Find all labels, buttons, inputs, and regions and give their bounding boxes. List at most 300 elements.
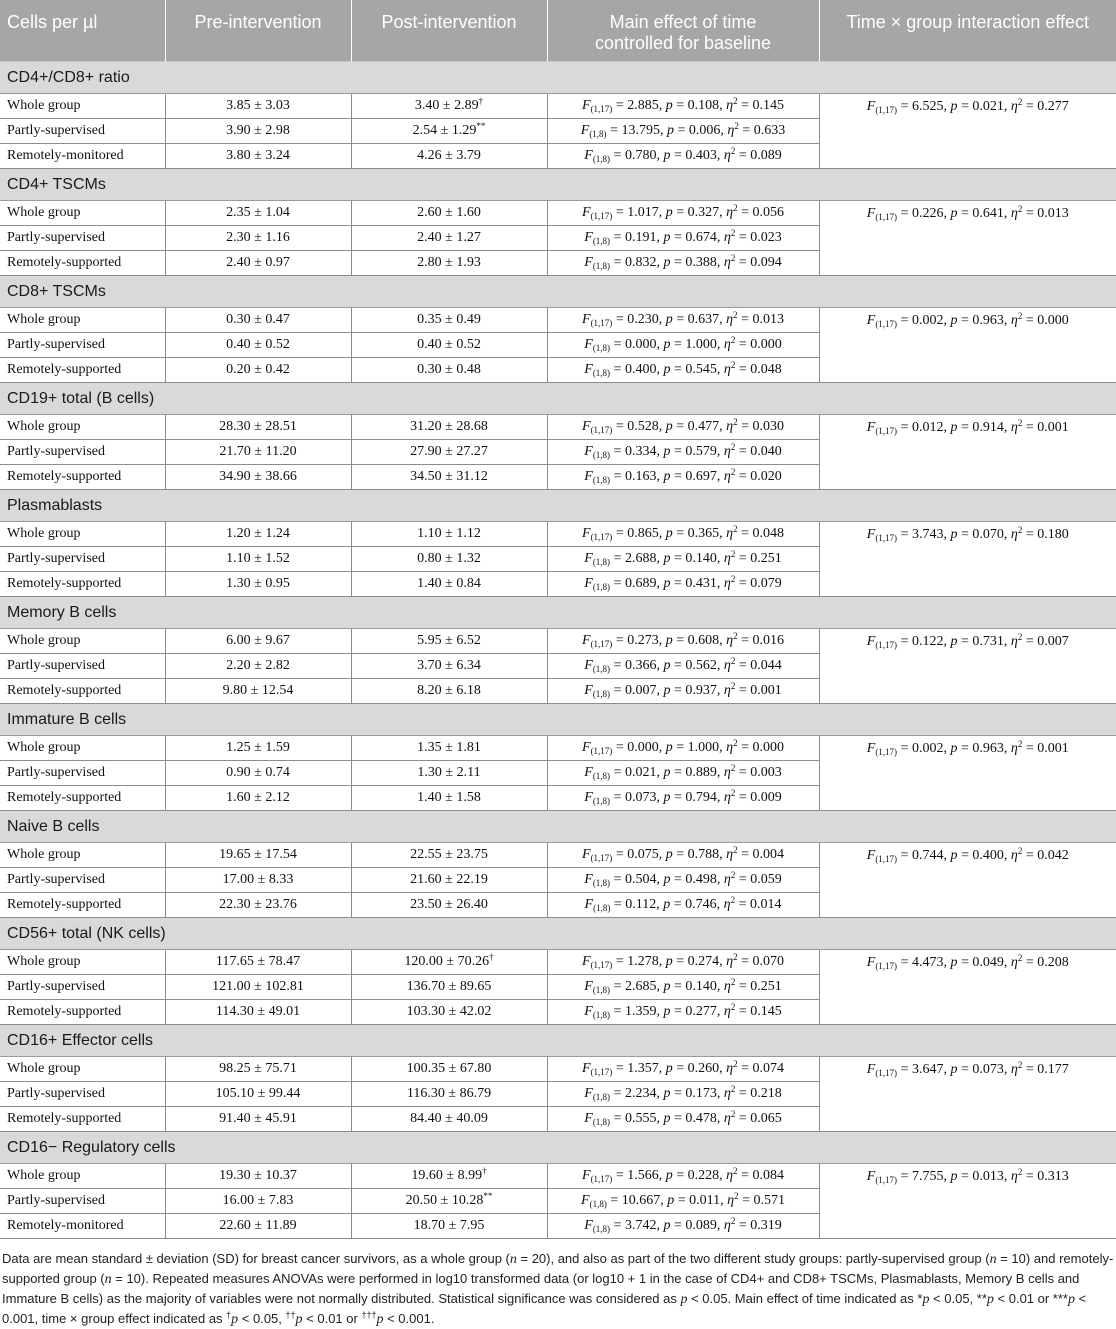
stat-f: F [584,337,593,352]
stat-p-value: 0.073 [972,1062,1004,1077]
stat-f: F [866,313,876,328]
stat-eta-sq: 2 [730,870,736,880]
stat-df: (1,17) [590,318,613,328]
stat-eta: η [1010,1169,1018,1184]
main-effect-cell: $F_{(1,17)} = 1.357$, p = 0.260, $\eta^2 = 0.074$ [547,1057,819,1082]
post-value-cell [351,251,547,276]
stat-p: p [665,954,673,969]
stat-p-value: 0.579 [685,444,717,459]
stat-df: (1,17) [590,532,613,542]
stat-p: p [663,469,671,484]
stat-df: (1,17) [590,104,613,114]
main-effect-cell: $F_{(1,17)} = 1.566$, p = 0.228, $\eta^2 = 0.084$ [547,1164,819,1189]
stat-f-value: 1.357 [627,1061,659,1076]
stat-df: (1,17) [875,319,898,329]
stat-df: (1,8) [592,878,611,888]
pre-value: 6.00 ± 9.67 [165,629,351,654]
stat-p: p [666,123,674,138]
stat-eta-value: 0.074 [752,1061,784,1076]
stat-f: F [584,1086,593,1101]
stat-eta: η [723,1086,731,1101]
section-title: CD4+ TSCMs [0,169,1116,201]
stat-df: (1,17) [590,746,613,756]
stat-eta-value: 0.003 [750,765,782,780]
main-effect-cell: $F_{(1,8)} = 0.191$, p = 0.674, $\eta^2 = 0.023$ [547,226,819,251]
stat-df: (1,8) [592,475,611,485]
group-label: Remotely-supported [0,465,165,490]
section-row [0,62,1116,94]
stat-f-value: 4.473 [911,955,944,970]
stat-eta: η [723,469,731,484]
post-value-cell [351,654,547,679]
stat-eta-value: 0.000 [752,740,784,755]
header-main-effect: Main effect of time controlled for baseline [547,0,819,62]
post-value: 23.50 ± 26.40 [410,897,488,912]
stat-p: p [950,741,958,756]
stat-f: F [582,205,591,220]
stat-eta: η [723,230,731,245]
interaction-effect-cell: $F_{(1,17)} = 7.755$, p = 0.013, $\eta^2 = 0.313$ [819,1164,1116,1239]
table-row [0,1057,1116,1082]
pre-value: 2.35 ± 1.04 [165,201,351,226]
stat-f-value: 0.334 [624,444,657,459]
stat-p-value: 0.674 [685,230,717,245]
stat-f: F [866,741,876,756]
stat-df: (1,8) [592,689,611,699]
stat-p: p [663,897,671,912]
stat-p-value: 0.545 [685,362,717,377]
pre-value: 0.90 ± 0.74 [165,761,351,786]
stat-f: F [584,1218,593,1233]
table-row [0,736,1116,761]
stat-p: p [663,1111,671,1126]
stat-f: F [582,526,591,541]
stat-eta: η [726,419,734,434]
stat-eta: η [726,633,734,648]
stat-df: (1,17) [590,1174,613,1184]
stat-eta-value: 0.319 [750,1218,782,1233]
stat-eta-sq: 2 [730,1084,736,1094]
stat-eta-sq: 2 [734,1191,739,1201]
section-row [0,1132,1116,1164]
stat-p: p [663,337,671,352]
post-value-cell [351,1214,547,1239]
stat-p: p [663,1004,671,1019]
stat-eta-sq: 2 [730,1109,736,1119]
stat-eta: η [723,337,731,352]
group-label: Remotely-monitored [0,1214,165,1239]
stat-p-value: 0.089 [685,1218,717,1233]
main-effect-cell: $F_{(1,8)} = 0.832$, p = 0.388, $\eta^2 = 0.094$ [547,251,819,276]
section-title: CD56+ total (NK cells) [0,918,1116,950]
main-effect-cell: $F_{(1,8)} = 2.688$, p = 0.140, $\eta^2 = 0.251$ [547,547,819,572]
stat-df: (1,8) [589,1199,607,1209]
post-value-cell [351,465,547,490]
post-value: 1.10 ± 1.12 [417,526,481,541]
stat-f-value: 0.073 [624,790,657,805]
main-effect-cell: $F_{(1,17)} = 0.528$, p = 0.477, $\eta^2 = 0.030$ [547,415,819,440]
post-value: 0.30 ± 0.48 [417,362,481,377]
stat-df: (1,8) [592,1010,611,1020]
stat-df: (1,17) [875,1068,898,1078]
stat-df: (1,8) [592,557,611,567]
stat-p: p [665,312,673,327]
stat-df: (1,17) [590,639,613,649]
section-title: Naive B cells [0,811,1116,843]
stat-eta-value: 0.000 [750,337,782,352]
pre-value: 117.65 ± 78.47 [165,950,351,975]
stat-eta: η [1010,99,1018,114]
group-label: Partly-supervised [0,975,165,1000]
stat-eta-sq: 2 [733,96,738,106]
post-value: 116.30 ± 86.79 [406,1086,492,1101]
stat-p-value: 0.562 [685,658,717,673]
header-cells-per-ul: Cells per µl [0,0,165,62]
pre-value: 1.60 ± 2.12 [165,786,351,811]
stat-p: p [665,98,673,113]
stat-p-value: 0.478 [685,1111,717,1126]
stat-p-value: 0.637 [687,312,720,327]
main-effect-cell: $F_{(1,17)} = 0.273$, p = 0.608, $\eta^2 = 0.016$ [547,629,819,654]
stat-p: p [950,1062,958,1077]
stat-eta: η [1010,527,1018,542]
stat-eta-sq: 2 [1017,632,1023,642]
stat-f-value: 6.525 [911,99,944,114]
stat-f-value: 0.366 [624,658,657,673]
pre-value: 105.10 ± 99.44 [165,1082,351,1107]
stat-p: p [663,444,671,459]
stat-df: (1,17) [875,105,898,115]
stat-f: F [866,1062,876,1077]
stat-eta-sq: 2 [733,952,738,962]
pre-value: 3.80 ± 3.24 [165,144,351,169]
stat-eta-value: 0.016 [752,633,784,648]
stat-f-value: 0.832 [624,255,657,270]
stat-eta-value: 0.145 [750,1004,782,1019]
stat-eta-value: 0.048 [750,362,782,377]
stat-p: p [665,847,673,862]
stat-f-value: 3.647 [911,1062,944,1077]
stat-df: (1,17) [590,1067,613,1077]
stat-f-value: 0.273 [627,633,659,648]
post-value-cell [351,94,547,119]
post-value-cell [351,226,547,251]
stat-eta-sq: 2 [730,360,736,370]
stat-eta: η [726,1168,734,1183]
stat-eta-sq: 2 [1017,525,1023,535]
post-value: 100.35 ± 67.80 [406,1061,492,1076]
stat-f-value: 2.685 [624,979,657,994]
group-label: Partly-supervised [0,654,165,679]
section-title: CD19+ total (B cells) [0,383,1116,415]
stat-f-value: 13.795 [621,123,660,138]
stat-f-value: 0.230 [627,312,659,327]
stat-f-value: 10.667 [621,1193,661,1208]
stat-f-value: 2.234 [624,1086,657,1101]
stat-eta: η [723,362,731,377]
table-row [0,950,1116,975]
stat-p-value: 0.963 [972,741,1004,756]
section-row [0,490,1116,522]
post-value: 21.60 ± 22.19 [410,872,488,887]
stat-p-value: 0.697 [685,469,717,484]
post-value: 8.20 ± 6.18 [417,683,481,698]
post-value-cell [351,1057,547,1082]
significance-mark: ** [483,1191,493,1201]
post-value-cell [351,1107,547,1132]
main-effect-cell: $F_{(1,8)} = 0.112$, p = 0.746, $\eta^2 = 0.014$ [547,893,819,918]
stat-eta-value: 0.001 [1037,420,1069,435]
stat-eta: η [1010,313,1018,328]
stat-f: F [584,551,593,566]
section-title: CD16+ Effector cells [0,1025,1116,1057]
stat-p: p [663,683,671,698]
pre-value: 9.80 ± 12.54 [165,679,351,704]
stat-p: p [950,527,958,542]
post-value: 22.55 ± 23.75 [410,847,488,862]
stat-f: F [866,206,876,221]
pre-value: 3.90 ± 2.98 [165,119,351,144]
stat-eta-value: 0.007 [1037,634,1069,649]
stat-p-value: 0.021 [972,99,1004,114]
stat-f-value: 0.002 [911,313,944,328]
stat-p: p [950,206,958,221]
interaction-effect-cell: $F_{(1,17)} = 0.002$, p = 0.963, $\eta^2 = 0.000$ [819,308,1116,383]
stat-eta-value: 0.056 [752,205,784,220]
stat-f-value: 1.017 [627,205,659,220]
stat-p: p [663,790,671,805]
stat-p: p [665,633,673,648]
pre-value: 22.30 ± 23.76 [165,893,351,918]
stat-df: (1,8) [592,236,611,246]
stat-f: F [584,979,593,994]
stat-eta-value: 0.313 [1037,1169,1069,1184]
stat-eta: η [723,444,731,459]
stat-eta-sq: 2 [730,335,736,345]
stat-df: (1,8) [592,343,611,353]
pre-value: 34.90 ± 38.66 [165,465,351,490]
post-value: 1.30 ± 2.11 [417,765,481,780]
group-label: Whole group [0,415,165,440]
stat-f: F [582,419,591,434]
section-title: Immature B cells [0,704,1116,736]
post-value: 0.40 ± 0.52 [417,337,481,352]
stat-eta: η [1010,420,1018,435]
stat-p: p [663,979,671,994]
main-effect-cell: $F_{(1,8)} = 0.780$, p = 0.403, $\eta^2 = 0.089$ [547,144,819,169]
main-effect-cell: $F_{(1,17)} = 2.885$, p = 0.108, $\eta^2 = 0.145$ [547,94,819,119]
group-label: Partly-supervised [0,333,165,358]
pre-value: 19.65 ± 17.54 [165,843,351,868]
interaction-effect-cell: $F_{(1,17)} = 0.002$, p = 0.963, $\eta^2 = 0.001$ [819,736,1116,811]
stat-eta-value: 0.571 [753,1193,785,1208]
stat-f: F [584,872,593,887]
stat-eta-value: 0.633 [753,123,786,138]
stat-eta-sq: 2 [1017,953,1023,963]
stat-f: F [582,312,591,327]
stat-f-value: 0.075 [627,847,659,862]
stat-p-value: 0.388 [685,255,717,270]
table-row [0,415,1116,440]
stat-f: F [584,576,593,591]
section-title: Memory B cells [0,597,1116,629]
main-effect-cell: $F_{(1,8)} = 3.742$, p = 0.089, $\eta^2 = 0.319$ [547,1214,819,1239]
stat-df: (1,17) [875,961,898,971]
group-label: Whole group [0,308,165,333]
section-row [0,811,1116,843]
pre-value: 2.30 ± 1.16 [165,226,351,251]
table-row [0,629,1116,654]
post-value-cell [351,868,547,893]
stat-eta-sq: 2 [1017,1167,1023,1177]
stat-df: (1,17) [590,960,613,970]
stat-f: F [582,1061,591,1076]
group-label: Whole group [0,201,165,226]
stat-eta-sq: 2 [730,467,736,477]
stat-df: (1,8) [592,664,611,674]
significance-mark: † [478,96,484,106]
post-value-cell [351,333,547,358]
post-value: 120.00 ± 70.26 [404,954,490,969]
stat-eta: η [723,658,731,673]
stat-f-value: 1.566 [627,1168,659,1183]
significance-mark: ** [476,121,486,131]
stat-f-value: 0.002 [911,741,944,756]
main-effect-cell: $F_{(1,8)} = 1.359$, p = 0.277, $\eta^2 = 0.145$ [547,1000,819,1025]
stat-p-value: 0.937 [685,683,717,698]
stat-f-value: 0.226 [911,206,944,221]
stat-eta-sq: 2 [1017,97,1023,107]
stat-df: (1,17) [875,640,898,650]
interaction-effect-cell: $F_{(1,17)} = 0.226$, p = 0.641, $\eta^2 = 0.013$ [819,201,1116,276]
stat-p-value: 0.260 [687,1061,720,1076]
group-label: Partly-supervised [0,440,165,465]
post-value: 2.80 ± 1.93 [417,255,481,270]
stat-p: p [663,255,671,270]
post-value-cell [351,975,547,1000]
post-value: 136.70 ± 89.65 [406,979,492,994]
stat-eta-sq: 2 [733,738,738,748]
stat-eta-value: 0.023 [750,230,782,245]
stat-eta: η [726,847,734,862]
group-label: Partly-supervised [0,761,165,786]
stat-eta-value: 0.044 [750,658,782,673]
stat-p-value: 0.889 [685,765,717,780]
stat-eta-sq: 2 [730,977,736,987]
stat-eta-sq: 2 [734,121,739,131]
pre-value: 19.30 ± 10.37 [165,1164,351,1189]
significance-mark: † [489,952,494,962]
section-row [0,597,1116,629]
stat-eta-value: 0.208 [1037,955,1069,970]
group-label: Remotely-supported [0,679,165,704]
stat-f: F [582,847,591,862]
stat-p-value: 0.011 [689,1193,721,1208]
main-effect-cell: $F_{(1,17)} = 0.075$, p = 0.788, $\eta^2 = 0.004$ [547,843,819,868]
post-value-cell [351,843,547,868]
pre-value: 2.20 ± 2.82 [165,654,351,679]
stat-p-value: 0.400 [972,848,1004,863]
stat-df: (1,8) [592,450,611,460]
section-title: CD4+/CD8+ ratio [0,62,1116,94]
stat-p-value: 0.431 [685,576,717,591]
interaction-effect-cell: $F_{(1,17)} = 6.525$, p = 0.021, $\eta^2 = 0.277$ [819,94,1116,169]
pre-value: 1.10 ± 1.52 [165,547,351,572]
main-effect-cell: $F_{(1,8)} = 0.007$, p = 0.937, $\eta^2 = 0.001$ [547,679,819,704]
main-effect-cell: $F_{(1,8)} = 2.234$, p = 0.173, $\eta^2 = 0.218$ [547,1082,819,1107]
stat-f-value: 7.755 [911,1169,944,1184]
group-label: Partly-supervised [0,1189,165,1214]
stat-eta: η [726,526,734,541]
stat-eta-value: 0.009 [750,790,782,805]
stat-f-value: 0.112 [625,897,657,912]
stat-f-value: 0.000 [624,337,657,352]
post-value-cell [351,1189,547,1214]
stat-p-value: 0.608 [687,633,720,648]
stat-df: (1,17) [875,212,898,222]
post-value-cell [351,547,547,572]
stat-f: F [866,634,876,649]
stat-eta-value: 0.065 [750,1111,782,1126]
table-row [0,201,1116,226]
post-value-cell [351,1000,547,1025]
stat-eta: η [727,1193,735,1208]
post-value: 27.90 ± 27.27 [410,444,488,459]
stat-f: F [582,98,591,113]
stat-df: (1,17) [875,1175,898,1185]
stat-f-value: 0.528 [627,419,659,434]
stat-f: F [582,954,591,969]
stat-df: (1,8) [592,368,611,378]
group-label: Whole group [0,94,165,119]
stat-p: p [950,848,958,863]
stat-eta-value: 0.042 [1037,848,1069,863]
post-value: 34.50 ± 31.12 [410,469,488,484]
main-effect-cell: $F_{(1,8)} = 0.689$, p = 0.431, $\eta^2 = 0.079$ [547,572,819,597]
stat-df: (1,17) [590,425,613,435]
pre-value: 22.60 ± 11.89 [165,1214,351,1239]
stat-f: F [866,527,876,542]
stat-eta: η [1010,634,1018,649]
group-label: Whole group [0,950,165,975]
stat-eta-value: 0.094 [750,255,782,270]
header-pre-intervention: Pre-intervention [165,0,351,62]
stat-eta-sq: 2 [1017,846,1023,856]
group-label: Remotely-supported [0,358,165,383]
significance-mark: † [482,1166,487,1176]
stat-f: F [584,1004,593,1019]
table-row [0,308,1116,333]
stat-eta-value: 0.001 [1037,741,1069,756]
stat-f: F [584,765,593,780]
stat-eta-value: 0.145 [752,98,784,113]
post-value: 84.40 ± 40.09 [410,1111,488,1126]
pre-value: 2.40 ± 0.97 [165,251,351,276]
stat-eta-value: 0.251 [750,551,782,566]
stat-f: F [582,740,591,755]
pre-value: 121.00 ± 102.81 [165,975,351,1000]
stat-p-value: 0.049 [972,955,1004,970]
stat-eta: η [726,1061,734,1076]
stat-eta-value: 0.040 [750,444,782,459]
stat-df: (1,8) [592,985,611,995]
post-value-cell [351,1164,547,1189]
pre-value: 17.00 ± 8.33 [165,868,351,893]
main-effect-cell: $F_{(1,8)} = 0.073$, p = 0.794, $\eta^2 = 0.009$ [547,786,819,811]
post-value: 2.60 ± 1.60 [417,205,481,220]
group-label: Remotely-supported [0,786,165,811]
stat-eta-sq: 2 [730,253,736,263]
